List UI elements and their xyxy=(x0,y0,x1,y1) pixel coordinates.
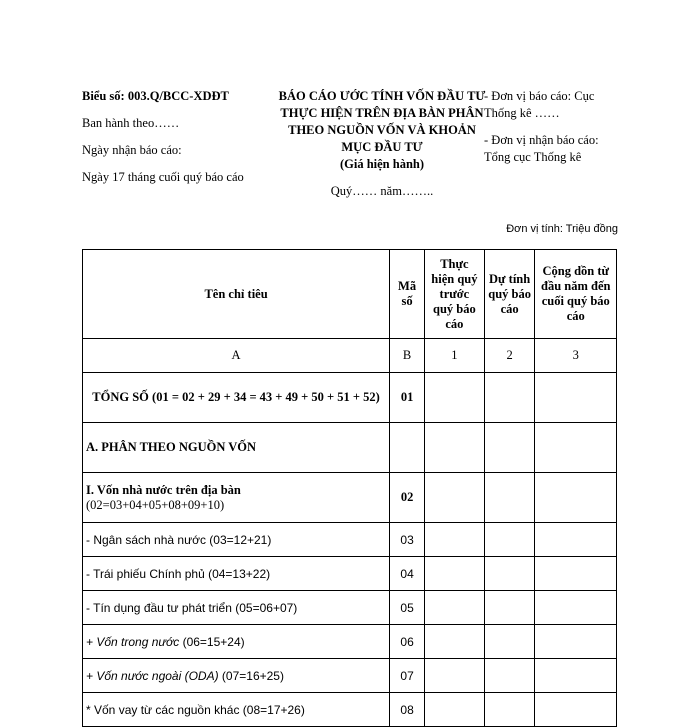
header-col2: Dự tính quý báo cáo xyxy=(484,250,535,339)
row-code: 04 xyxy=(390,557,425,591)
cell-col2[interactable] xyxy=(484,473,535,523)
report-title: BÁO CÁO ƯỚC TÍNH VỐN ĐẦU TƯ THỰC HIỆN TRÊN ĐỊA BÀN PHÂN THEO NGUỒN VỐN VÀ KHOẢN MỤC ĐẦU TƯ xyxy=(278,89,486,154)
cell-col2[interactable] xyxy=(484,423,535,473)
cell-col3[interactable] xyxy=(535,473,617,523)
cell-col1[interactable] xyxy=(425,591,485,625)
row-code: 05 xyxy=(390,591,425,625)
cell-col3[interactable] xyxy=(535,373,617,423)
receive-date-label: Ngày nhận báo cáo: xyxy=(82,143,182,157)
table-header-row xyxy=(83,250,617,339)
table-row xyxy=(83,591,617,625)
row-name-formula: (02=03+04+05+08+09+10) xyxy=(86,497,225,512)
report-table xyxy=(82,249,617,727)
row-code xyxy=(390,423,425,473)
price-basis: (Giá hiện hành) xyxy=(339,157,425,171)
cell-col3[interactable] xyxy=(535,523,617,557)
row-name: A. PHÂN THEO NGUỒN VỐN xyxy=(83,423,390,473)
row-name-main: + Vốn trong nước xyxy=(86,634,180,649)
row-code: 02 xyxy=(390,473,425,523)
issued-by: Ban hành theo…… xyxy=(82,116,180,130)
cell-col2[interactable] xyxy=(484,625,535,659)
header-name: Tên chỉ tiêu xyxy=(83,250,390,339)
row-code: 06 xyxy=(390,625,425,659)
receiving-unit: - Đơn vị nhận báo cáo: Tổng cục Thống kê xyxy=(484,133,599,164)
index-col3: 3 xyxy=(535,339,617,373)
row-code: 08 xyxy=(390,693,425,727)
form-info xyxy=(82,88,272,196)
row-name: * Vốn vay từ các nguồn khác (08=17+26) xyxy=(83,693,390,727)
row-name: TỔNG SỐ (01 = 02 + 29 + 34 = 43 + 49 + 50 + 51 + 52) xyxy=(83,373,390,423)
report-title-block xyxy=(274,88,490,200)
unit-info xyxy=(484,88,624,176)
index-col1: 1 xyxy=(425,339,485,373)
cell-col1[interactable] xyxy=(425,557,485,591)
header-code: Mã số xyxy=(390,250,425,339)
row-code: 01 xyxy=(390,373,425,423)
table-row xyxy=(83,625,617,659)
cell-col1[interactable] xyxy=(425,423,485,473)
row-name: - Tín dụng đầu tư phát triển (05=06+07) xyxy=(83,591,390,625)
unit-note: Đơn vị tính: Triệu đồng xyxy=(506,223,618,235)
cell-col1[interactable] xyxy=(425,373,485,423)
cell-col3[interactable] xyxy=(535,659,617,693)
cell-col2[interactable] xyxy=(484,693,535,727)
cell-col2[interactable] xyxy=(484,659,535,693)
cell-col3[interactable] xyxy=(535,625,617,659)
row-name-formula: (07=16+25) xyxy=(218,668,284,683)
cell-col2[interactable] xyxy=(484,557,535,591)
row-code: 03 xyxy=(390,523,425,557)
row-name xyxy=(83,659,390,693)
table-index-row xyxy=(83,339,617,373)
row-name-formula: (06=15+24) xyxy=(179,634,245,649)
cell-col1[interactable] xyxy=(425,473,485,523)
table-row xyxy=(83,473,617,523)
receive-date-value: Ngày 17 tháng cuối quý báo cáo xyxy=(82,170,244,184)
row-code: 07 xyxy=(390,659,425,693)
row-name: - Ngân sách nhà nước (03=12+21) xyxy=(83,523,390,557)
row-name: - Trái phiếu Chính phủ (04=13+22) xyxy=(83,557,390,591)
table-row xyxy=(83,373,617,423)
cell-col1[interactable] xyxy=(425,659,485,693)
row-name-main: I. Vốn nhà nước trên địa bàn xyxy=(86,482,241,497)
cell-col3[interactable] xyxy=(535,591,617,625)
header-col1: Thực hiện quý trước quý báo cáo xyxy=(425,250,485,339)
cell-col1[interactable] xyxy=(425,693,485,727)
index-name: A xyxy=(83,339,390,373)
cell-col3[interactable] xyxy=(535,557,617,591)
table-row xyxy=(83,659,617,693)
index-code: B xyxy=(390,339,425,373)
cell-col2[interactable] xyxy=(484,591,535,625)
report-period: Quý…… năm…….. xyxy=(330,184,434,198)
row-name xyxy=(83,473,390,523)
index-col2: 2 xyxy=(484,339,535,373)
cell-col3[interactable] xyxy=(535,423,617,473)
cell-col1[interactable] xyxy=(425,523,485,557)
table-row xyxy=(83,523,617,557)
table-row xyxy=(83,557,617,591)
reporting-unit: - Đơn vị báo cáo: Cục Thống kê …… xyxy=(484,89,595,120)
cell-col2[interactable] xyxy=(484,373,535,423)
table-row xyxy=(83,693,617,727)
cell-col2[interactable] xyxy=(484,523,535,557)
row-name xyxy=(83,625,390,659)
form-code: Biểu số: 003.Q/BCC-XDĐT xyxy=(82,89,229,103)
header-col3: Cộng dồn từ đầu năm đến cuối quý báo cáo xyxy=(535,250,617,339)
cell-col3[interactable] xyxy=(535,693,617,727)
table-row xyxy=(83,423,617,473)
row-name-main: + Vốn nước ngoài (ODA) xyxy=(86,668,219,683)
cell-col1[interactable] xyxy=(425,625,485,659)
